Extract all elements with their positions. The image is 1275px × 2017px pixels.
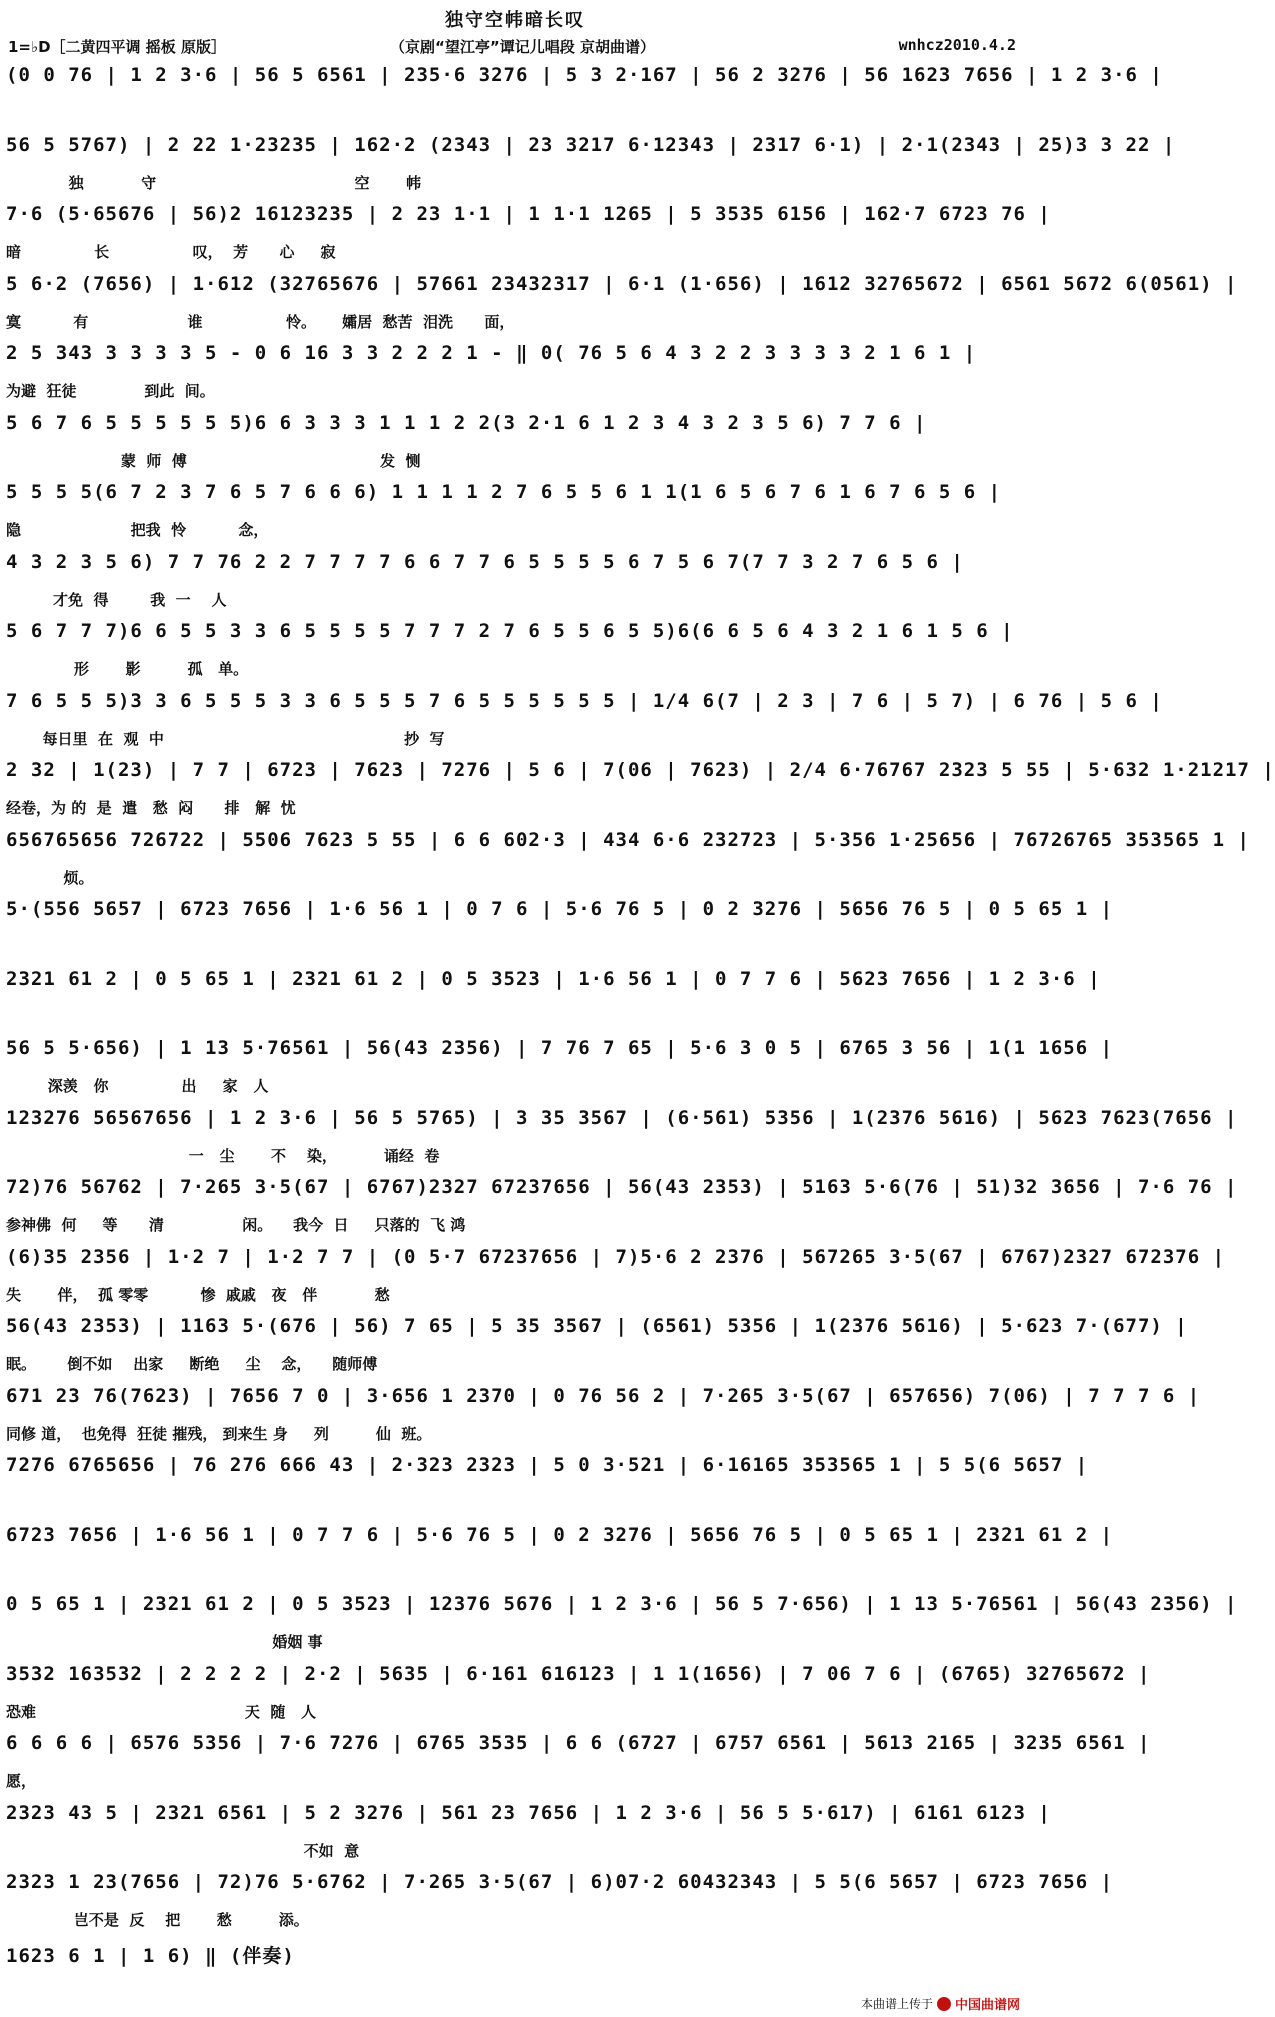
- score-line: [6, 896, 1114, 968]
- score-line: [6, 1800, 1051, 1872]
- score-line: [6, 966, 1101, 1038]
- score-line: [6, 1452, 1089, 1524]
- score-line: [6, 1383, 1201, 1455]
- upload-note: 本曲谱上传于: [860, 1997, 933, 2011]
- notes-text: 5 6 7 6 5 5 5 5 5 5)6 6 3 3 3 1 1 1 2 2(3 2·1 6 1 2 3 4 3 2 3 5 6) 7 7 6 |: [6, 411, 927, 434]
- lyrics-text: 眠。 倒不如 出家 断绝 尘 念， 随师傅: [6, 1355, 378, 1373]
- notes-text: 2 32 | 1(23) | 7 7 | 6723 | 7623 | 7276 | 5 6 | 7(06 | 7623) | 2/4 6·76767 2323 5 55 | 5·632 1·21217 |: [6, 759, 1275, 781]
- notes-text: 56 5 5·656) | 1 13 5·76561 | 56(43 2356) | 7 76 7 65 | 5·6 3 0 5 | 6765 3 56 | 1(1 1656 |: [6, 1037, 1114, 1059]
- lyrics-text: 恐难 天 随 人: [6, 1702, 316, 1721]
- lyrics-text: 寞 有 谁 怜。 孀居 愁苦 泪洗 面，: [6, 312, 515, 331]
- lyrics-text: 愿，: [6, 1772, 37, 1790]
- score-line: [6, 479, 1022, 551]
- notes-text: 1623 6 1 | 1 6) ‖ (伴奏): [6, 1944, 295, 1967]
- score-line: [6, 618, 1022, 690]
- notes-text: 56(43 2353) | 1163 5·(676 | 56) 7 65 | 5 35 3567 | (6561) 5356 | 1(2376 5616) | 5·623 7·(677) |: [6, 1315, 1188, 1337]
- notes-text: 2 5 343 3 3 3 3 5 - 0 6 16 3 3 2 2 2 1 - ‖ 0( 76 5 6 4 3 2 2 3 3 3 3 2 1 6 1 |: [6, 342, 977, 364]
- lyrics-text: 同修 道， 也免得 狂徒 摧残， 到来生 身 列 仙 班。: [6, 1424, 432, 1443]
- score-line: [6, 201, 1051, 273]
- lyrics-text: 深羡 你 出 家 人: [6, 1077, 269, 1095]
- score-line: [6, 1035, 1114, 1107]
- score-line: [6, 688, 1163, 760]
- lyrics-text: 婚姻 事: [6, 1633, 323, 1651]
- key-signature: 1=♭D［二黄四平调 摇板 原版］: [8, 38, 226, 56]
- lyrics-text: 不如 意: [6, 1841, 360, 1860]
- score-line: [6, 1869, 1114, 1941]
- score-line: [6, 1105, 1238, 1177]
- notes-text: 0 5 65 1 | 2321 61 2 | 0 5 3523 | 12376 5676 | 1 2 3·6 | 56 5 7·656) | 1 13 5·76561 | 56(43 2356) |: [6, 1593, 1238, 1615]
- notes-text: 2321 61 2 | 0 5 65 1 | 2321 61 2 | 0 5 3523 | 1·6 56 1 | 0 7 7 6 | 5623 7656 | 1 2 3·6 |: [6, 967, 1101, 990]
- notes-text: 5 6·2 (7656) | 1·612 (32765676 | 57661 23432317 | 6·1 (1·656) | 1612 32765672 | 6561 5672 6(0561) |: [6, 272, 1238, 295]
- notes-text: 3532 163532 | 2 2 2 2 | 2·2 | 5635 | 6·161 616123 | 1 1(1656) | 7 06 7 6 | (6765) 32765672 |: [6, 1662, 1151, 1685]
- site-logo-icon: [937, 1997, 951, 2011]
- lyrics-text: 才免 得 我 一 人: [6, 590, 227, 609]
- notes-text: 123276 56567656 | 1 2 3·6 | 56 5 5765) | 3 35 3567 | (6·561) 5356 | 1(2376 5616) | 5623 7623(7656 |: [6, 1106, 1238, 1129]
- lyrics-text: 隐 把我 怜 念，: [6, 521, 269, 539]
- lyrics-text: 独 守 空 帏: [6, 173, 422, 192]
- score-line: [6, 62, 1163, 134]
- lyrics-text: 岂不是 反 把 愁 添。: [6, 1911, 309, 1929]
- score-line: [6, 271, 1238, 343]
- score-line: [6, 757, 1275, 829]
- score-line: [6, 410, 1022, 482]
- notes-text: 2323 1 23(7656 | 72)76 5·6762 | 7·265 3·5(67 | 6)07·2 60432343 | 5 5(6 5657 | 6723 7656 |: [6, 1871, 1114, 1893]
- lyrics-text: 蒙 师 傅 发 恻: [6, 451, 421, 470]
- footer: [861, 1994, 1020, 2013]
- lyrics-text: 失 伴， 孤 零零 惨 戚戚 夜 伴 愁: [6, 1285, 390, 1304]
- lyrics-text: 一 尘 不 染， 诵经 卷: [6, 1146, 440, 1165]
- lyrics-text: 形 影 孤 单。: [6, 660, 249, 678]
- score-line: [6, 827, 1250, 899]
- score-line: [6, 1661, 1151, 1733]
- score-line: [6, 1313, 1188, 1385]
- lyrics-text: 每日里 在 观 中 抄 写: [6, 729, 445, 748]
- notes-text: 656765656 726722 | 5506 7623 5 55 | 6 6 602·3 | 434 6·6 232723 | 5·356 1·25656 | 76726765 353565 1 |: [6, 828, 1250, 851]
- notes-text: 6 6 6 6 | 6576 5356 | 7·6 7276 | 6765 3535 | 6 6 (6727 | 6757 6561 | 5613 2165 | 3235 6561 |: [6, 1732, 1151, 1754]
- score-line: [6, 132, 1176, 204]
- notes-text: 4 3 2 3 5 6) 7 7 76 2 2 7 7 7 7 6 6 7 7 6 5 5 5 5 6 7 5 6 7(7 7 3 2 7 6 5 6 |: [6, 550, 964, 573]
- score-line: [6, 1244, 1226, 1316]
- notes-text: (6)35 2356 | 1·2 7 | 1·2 7 7 | (0 5·7 67237656 | 7)5·6 2 2376 | 567265 3·5(67 | 6767)2327 672376 |: [6, 1245, 1226, 1268]
- notes-text: 6723 7656 | 1·6 56 1 | 0 7 7 6 | 5·6 76 5 | 0 2 3276 | 5656 76 5 | 0 5 65 1 | 2321 61 2 |: [6, 1523, 1114, 1546]
- score-source: （京剧“望江亭”谭记儿唱段 京胡曲谱）: [390, 38, 655, 56]
- score-line: [6, 549, 1022, 621]
- score-title: 独守空帏暗长叹: [445, 10, 585, 31]
- notes-text: (0 0 76 | 1 2 3·6 | 56 5 6561 | 235·6 3276 | 5 3 2·167 | 56 2 3276 | 56 1623 7656 | 1 2 3·6 |: [6, 64, 1163, 86]
- lyrics-text: 参神佛 何 等 清 闲。 我今 日 只落的 飞 鸿: [6, 1216, 466, 1234]
- notes-text: 5 6 7 7 7)6 6 5 5 3 3 6 5 5 5 5 7 7 7 2 7 6 5 5 6 5 5)6(6 6 5 6 4 3 2 1 6 1 5 6 |: [6, 620, 1014, 642]
- notes-text: 72)76 56762 | 7·265 3·5(67 | 6767)2327 67237656 | 56(43 2353) | 5163 5·6(76 | 51)32 3656 | 7·6 76 |: [6, 1176, 1238, 1198]
- notes-text: 2323 43 5 | 2321 6561 | 5 2 3276 | 561 23 7656 | 1 2 3·6 | 56 5 5·617) | 6161 6123 |: [6, 1801, 1051, 1824]
- score-author: wnhcz2010.4.2: [898, 36, 1016, 54]
- score-line: [6, 1730, 1151, 1802]
- notes-text: 56 5 5767) | 2 22 1·23235 | 162·2 (2343 | 23 3217 6·12343 | 2317 6·1) | 2·1(2343 | 25)3 3 22 |: [6, 133, 1176, 156]
- score-line: [6, 1591, 1238, 1663]
- notes-text: 7·6 (5·65676 | 56)2 16123235 | 2 23 1·1 | 1 1·1 1265 | 5 3535 6156 | 162·7 6723 76 |: [6, 203, 1051, 225]
- lyrics-text: 为避 狂徒 到此 间。: [6, 382, 215, 400]
- score-line: [6, 1174, 1238, 1246]
- score-line: [6, 1522, 1114, 1594]
- score-line: [6, 340, 1022, 412]
- notes-text: 5 5 5 5(6 7 2 3 7 6 5 7 6 6 6) 1 1 1 1 2 7 6 5 5 6 1 1(1 6 5 6 7 6 1 6 7 6 5 6 |: [6, 481, 1002, 503]
- notes-text: 7 6 5 5 5)3 3 6 5 5 5 3 3 6 5 5 5 7 6 5 5 5 5 5 5 | 1/4 6(7 | 2 3 | 7 6 | 5 7) | 6 76 | 5 6 |: [6, 689, 1163, 712]
- notes-text: 7276 6765656 | 76 276 666 43 | 2·323 2323 | 5 0 3·521 | 6·16165 353565 1 | 5 5(6 5657 |: [6, 1454, 1089, 1476]
- notes-text: 5·(556 5657 | 6723 7656 | 1·6 56 1 | 0 7 6 | 5·6 76 5 | 0 2 3276 | 5656 76 5 | 0 5 65 1 |: [6, 898, 1114, 920]
- notes-text: 671 23 76(7623) | 7656 7 0 | 3·656 1 2370 | 0 76 56 2 | 7·265 3·5(67 | 657656) 7(06) | 7 7 7 6 |: [6, 1384, 1201, 1407]
- lyrics-text: 经卷，为 的 是 遣 愁 闷 排 解 忧: [6, 799, 296, 817]
- lyrics-text: 暗 长 叹， 芳 心 寂: [6, 243, 336, 261]
- lyrics-text: 烦。: [6, 868, 94, 887]
- site-name: 中国曲谱网: [954, 1998, 1020, 2013]
